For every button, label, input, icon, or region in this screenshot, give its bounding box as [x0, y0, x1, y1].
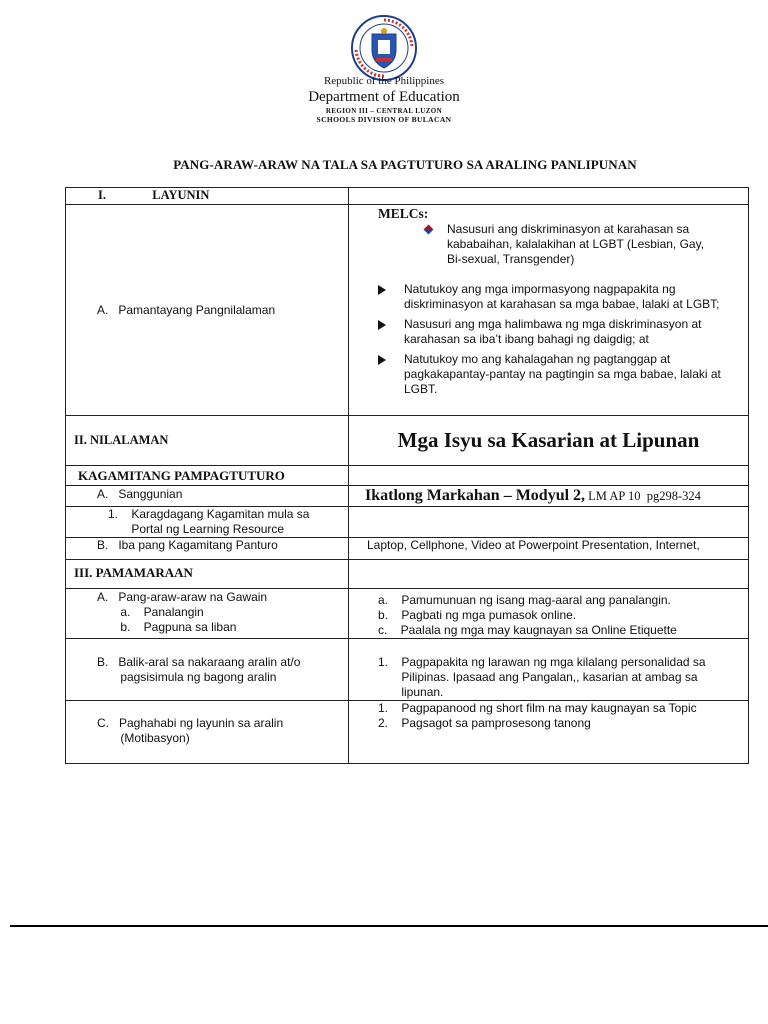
- balik-aral-line: pagsisimula ng bagong aralin: [97, 670, 277, 684]
- paghahabi-item: 1. Pagpapanood ng short film na may kaugnayan sa Topic: [378, 701, 697, 715]
- objective-line: diskriminasyon at karahasan sa mga babae, lalaki at LGBT;: [404, 297, 720, 311]
- kagamitan-label: KAGAMITANG PAMPAGTUTURO: [78, 468, 285, 483]
- arrow-bullet-icon: [378, 355, 386, 365]
- nilalaman-label: II. NILALAMAN: [74, 433, 169, 447]
- objective-line: Natutukoy ang mga impormasyong nagpapakita ng: [404, 282, 676, 296]
- row-gawain: [66, 589, 749, 639]
- layunin-num: I.: [98, 188, 106, 202]
- pamamaraan-label: III. PAMAMARAAN: [74, 565, 193, 580]
- balik-aral-item: 1. Pagpapakita ng larawan ng mga kilalang personalidad sa: [378, 655, 706, 669]
- layunin-label: LAYUNIN: [152, 188, 210, 202]
- republic-text: Republic of the Philippines: [323, 75, 445, 87]
- melcs-line: Bi-sexual, Transgender): [447, 252, 575, 266]
- row-iba-pa: [66, 538, 749, 560]
- row-pamamaraan: [66, 560, 749, 589]
- row-kagamitan: [66, 466, 749, 486]
- arrow-bullet-icon: [378, 285, 386, 295]
- karagdagan-line: Portal ng Learning Resource: [108, 522, 285, 536]
- gawain-item: c. Paalala ng mga may kaugnayan sa Online Etiquette: [378, 623, 677, 637]
- row-nilalaman: [66, 416, 749, 466]
- row-sanggunian: [66, 486, 749, 507]
- melcs-title: MELCs:: [378, 206, 429, 221]
- row-layunin: [66, 188, 749, 205]
- karagdagan-line: 1. Karagdagang Kagamitan mula sa: [108, 507, 310, 521]
- melcs-line: Nasusuri ang diskriminasyon at karahasan sa: [447, 222, 690, 236]
- topic-title: Mga Isyu sa Kasarian at Lipunan: [397, 428, 700, 452]
- gawain-line: b. Pagpuna sa liban: [97, 620, 237, 634]
- melcs-item: [349, 222, 748, 267]
- row-paghahabi: [66, 701, 749, 764]
- gawain-item: a. Pamumunuan ng isang mag-aaral ang panalangin.: [378, 593, 671, 607]
- sanggunian-pages: LM AP 10 pg298-324: [585, 489, 701, 503]
- row-karagdagan: [66, 507, 749, 538]
- iba-pa-value: Laptop, Cellphone, Video at Powerpoint Presentation, Internet,: [367, 538, 700, 552]
- footer-divider: [10, 925, 768, 927]
- paghahabi-line: (Motibasyon): [97, 731, 190, 745]
- bullet-diamond-icon: [424, 225, 434, 235]
- lesson-plan-table: [65, 187, 749, 764]
- department-text: Department of Education: [308, 89, 460, 105]
- sanggunian-label: A. Sanggunian: [97, 487, 183, 501]
- arrow-bullet-icon: [378, 320, 386, 330]
- objective-item: [349, 282, 748, 312]
- objective-line: karahasan sa iba’t ibang bahagi ng daigdig; at: [404, 332, 649, 346]
- pamantayan-label: A. Pamantayang Pangnilalaman: [97, 303, 276, 317]
- gawain-item: b. Pagbati ng mga pumasok online.: [378, 608, 577, 622]
- iba-pa-label: B. Iba pang Kagamitang Panturo: [97, 538, 278, 552]
- balik-aral-item: lipunan.: [378, 685, 444, 699]
- objective-line: pagkakapantay-pantay na pagtingin sa mga babae, lalaki at: [404, 367, 721, 381]
- paghahabi-item: 2. Pagsagot sa pamprosesong tanong: [378, 716, 591, 730]
- balik-aral-line: B. Balik-aral sa nakaraang aralin at/o: [97, 655, 301, 669]
- row-balik-aral: [66, 639, 749, 701]
- melcs-line: kababaihan, kalalakihan at LGBT (Lesbian, Gay,: [447, 237, 705, 251]
- objective-line: Nasusuri ang mga halimbawa ng mga diskriminasyon at: [404, 317, 702, 331]
- objective-line: LGBT.: [404, 382, 438, 396]
- row-pamantayan: [66, 205, 749, 416]
- objective-item: [349, 352, 748, 397]
- region-text: REGION III – CENTRAL LUZON: [325, 107, 443, 115]
- balik-aral-item: Pilipinas. Ipasaad ang Pangalan,, kasarian at ambag sa: [378, 670, 698, 684]
- gawain-line: A. Pang-araw-araw na Gawain: [97, 590, 268, 604]
- gawain-line: a. Panalangin: [97, 605, 204, 619]
- division-text: SCHOOLS DIVISION OF BULACAN: [316, 115, 452, 124]
- paghahabi-line: C. Paghahabi ng layunin sa aralin: [97, 716, 284, 730]
- deped-seal-icon: [350, 14, 418, 82]
- document-title: PANG-ARAW-ARAW NA TALA SA PAGTUTURO SA ARALING PANLIPUNAN: [173, 157, 637, 172]
- objective-line: Natutukoy mo ang kahalagahan ng pagtanggap at: [404, 352, 671, 366]
- sanggunian-module: Ikatlong Markahan – Modyul 2,: [365, 487, 586, 504]
- objective-item: [349, 317, 748, 347]
